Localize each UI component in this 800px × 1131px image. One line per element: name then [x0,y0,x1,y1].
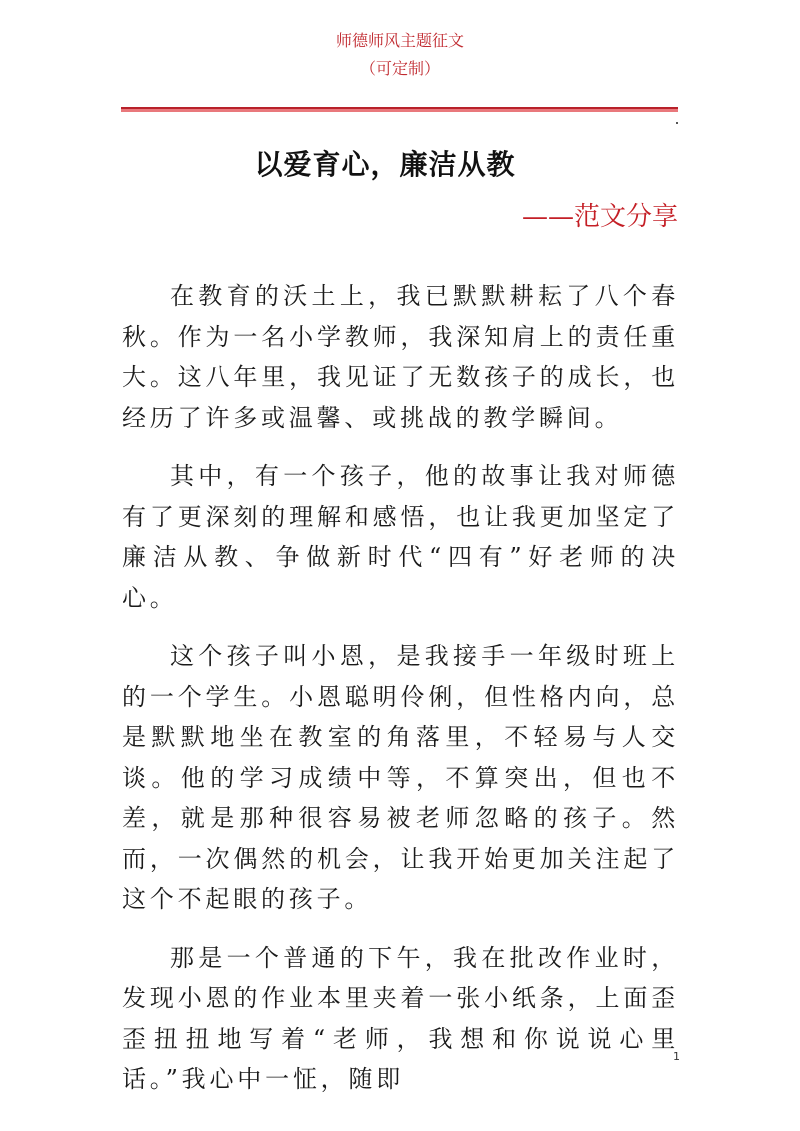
document-title: 以爱育心，廉洁从教 [254,148,516,181]
paragraph: 在教育的沃土上，我已默默耕耘了八个春秋。作为一名小学教师，我深知肩上的责任重大。这八年里，我见证了无数孩子的成长，也经历了许多或温馨、或挑战的教学瞬间。 [122,282,679,432]
stray-mark [676,122,678,124]
page-number: 1 [673,1050,680,1063]
paragraph: 这个孩子叫小恩，是我接手一年级时班上的一个学生。小恩聪明伶俐，但性格内向，总是默默地坐在教室的角落里，不轻易与人交谈。他的学习成绩中等，不算突出，但也不差，就是那种很容易被老师忽略的孩子。然而，一次偶然的机会，让我开始更加关注起了这个不起眼的孩子。 [122,642,679,913]
paragraph: 其中，有一个孩子，他的故事让我对师德有了更深刻的理解和感悟，也让我更加坚定了廉洁从教、争做新时代“四有”好老师的决心。 [122,462,679,612]
page-header [0,30,800,80]
document-subtitle: ——范文分享 [521,202,678,232]
header-title: 师德师风主题征文 [335,31,464,50]
paragraph: 那是一个普通的下午，我在批改作业时，发现小恩的作业本里夹着一张小纸条，上面歪歪扭扭地写着“老师，我想和你说说心里话。”我心中一怔，随即 [122,943,679,1093]
header-customizable-note: （可定制） [359,59,440,78]
header-divider-light [121,109,678,112]
document-body [122,276,679,1118]
